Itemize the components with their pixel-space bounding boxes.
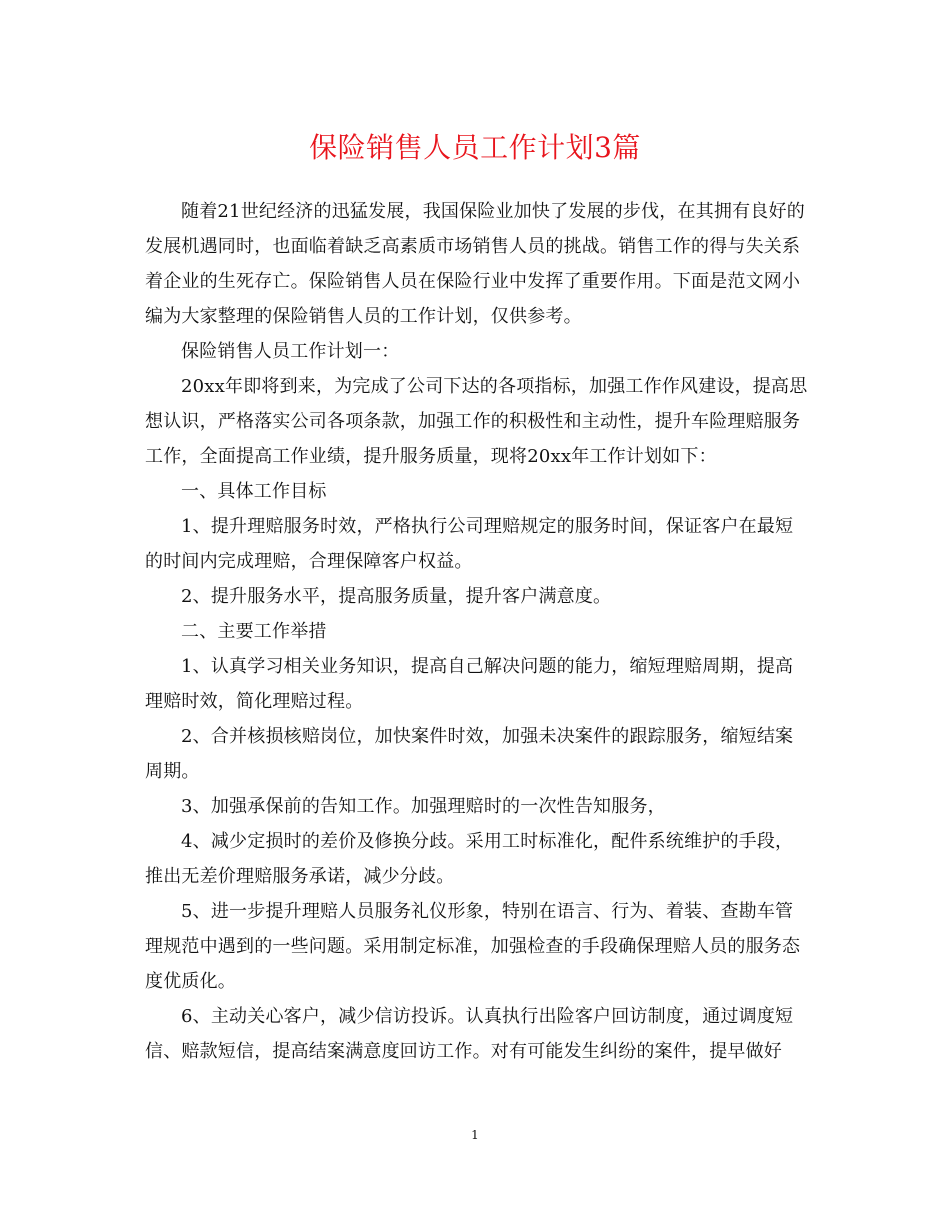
paragraph-section-measures-heading: 二、主要工作举措 [181, 621, 327, 642]
document-body [145, 194, 810, 1069]
paragraph-measure-2: 2、合并核损核赔岗位，加快案件时效，加强未决案件的跟踪服务，缩短结案周期。 [145, 726, 794, 782]
paragraph-goal-1: 1、提升理赔服务时效，严格执行公司理赔规定的服务时间，保证客户在最短的时间内完成理赔，合理保障客户权益。 [145, 516, 794, 572]
paragraph-measure-3: 3、加强承保前的告知工作。加强理赔时的一次性告知服务， [181, 796, 666, 817]
paragraph-measure-5: 5、进一步提升理赔人员服务礼仪形象，特别在语言、行为、着装、查勘车管理规范中遇到的一些问题。采用制定标准，加强检查的手段确保理赔人员的服务态度优质化。 [145, 901, 801, 992]
paragraph-measure-6: 6、主动关心客户，减少信访投诉。认真执行出险客户回访制度，通过调度短信、赔款短信，提高结案满意度回访工作。对有可能发生纠纷的案件，提早做好 [145, 1006, 794, 1062]
paragraph-plan-one-intro: 20xx年即将到来，为完成了公司下达的各项指标，加强工作作风建设，提高思想认识，严格落实公司各项条款，加强工作的积极性和主动性，提升车险理赔服务工作，全面提高工作业绩，提升服务质量，现将20xx年工作计划如下： [145, 376, 808, 467]
paragraph-intro: 随着21世纪经济的迅猛发展，我国保险业加快了发展的步伐，在其拥有良好的发展机遇同时，也面临着缺乏高素质市场销售人员的挑战。销售工作的得与失关系着企业的生死存亡。保险销售人员在保险行业中发挥了重要作用。下面是范文网小编为大家整理的保险销售人员的工作计划，仅供参考。 [145, 201, 805, 327]
paragraph-measure-4: 4、减少定损时的差价及修换分歧。采用工时标准化，配件系统维护的手段，推出无差价理赔服务承诺，减少分歧。 [145, 831, 794, 887]
paragraph-plan-one-heading: 保险销售人员工作计划一： [181, 341, 400, 362]
document-title: 保险销售人员工作计划3篇 [309, 131, 641, 164]
paragraph-goal-2: 2、提升服务水平，提高服务质量，提升客户满意度。 [181, 586, 612, 607]
paragraph-section-goals-heading: 一、具体工作目标 [181, 481, 327, 502]
page-number: 1 [471, 1128, 479, 1142]
paragraph-measure-1: 1、认真学习相关业务知识，提高自己解决问题的能力，缩短理赔周期，提高理赔时效，简化理赔过程。 [145, 656, 794, 712]
